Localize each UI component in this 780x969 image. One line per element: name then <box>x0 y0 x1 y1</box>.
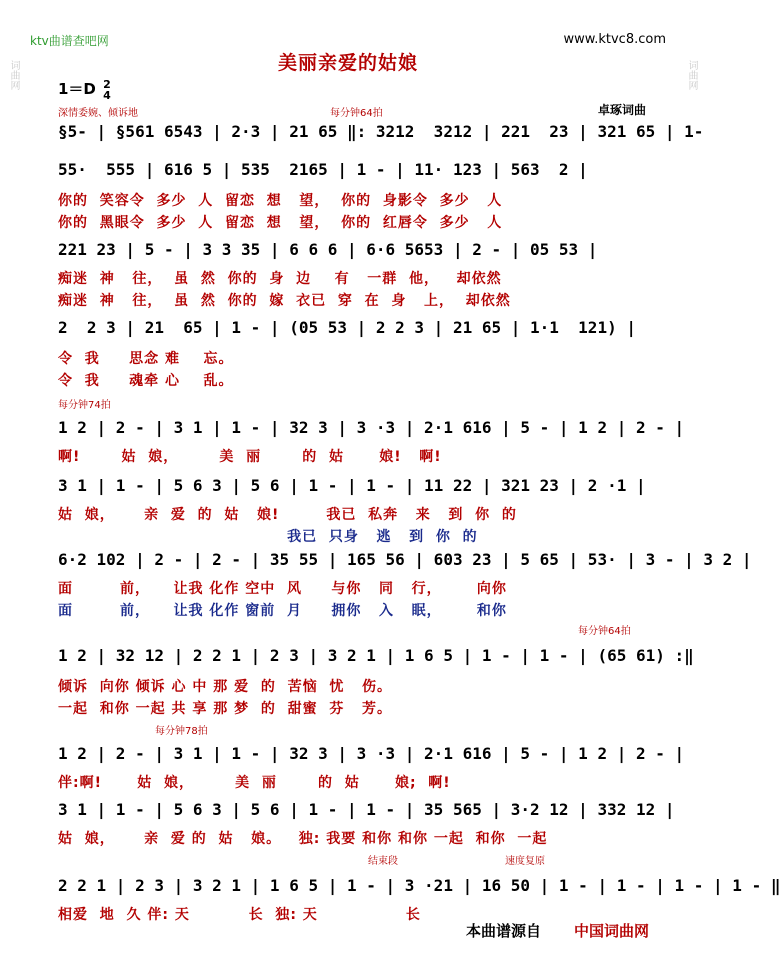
site-url-right[interactable]: www.ktvc8.com <box>563 32 666 47</box>
lyric-row-8b: 一起 和你 一起 共 享 那 梦 的 甜蜜 芬 芳。 <box>58 701 392 717</box>
lyric-row-9a: 伴:啊! 姑 娘， 美 丽 的 姑 娘; 啊! <box>58 775 451 791</box>
lyric-row-7a: 面 前， 让我 化作 空中 风 与你 同 行， 向你 <box>58 581 507 597</box>
key-label: 1＝D <box>58 80 96 98</box>
side-watermark-text: 词曲网 <box>686 60 697 90</box>
key-signature <box>58 78 111 101</box>
lyric-row-5a: 啊! 姑 娘， 美 丽 的 姑 娘! 啊! <box>58 449 442 465</box>
tempo-mark-4: 每分钟78拍 <box>155 726 208 737</box>
side-watermark-left <box>2 60 19 90</box>
notation-row-2: 55· 555 | 616 5 | 535 2165 | 1 - | 11· 123 | 563 2 | <box>58 160 588 179</box>
source-site-name[interactable]: 中国词曲网 <box>574 922 650 940</box>
side-watermark-right <box>680 60 697 90</box>
lyric-row-2a: 你的 笑容令 多少 人 留恋 想 望， 你的 身影令 多少 人 <box>58 193 503 209</box>
time-bottom: 4 <box>103 88 111 102</box>
section-mark-ending: 结束段 <box>368 856 398 867</box>
lyric-row-6b: 我已 只身 逃 到 你 的 <box>58 529 478 545</box>
notation-row-6: 3 1 | 1 - | 5 6 3 | 5 6 | 1 - | 1 - | 11 22 | 321 23 | 2 ·1 | <box>58 476 646 495</box>
notation-row-11: 2 2 1 | 2 3 | 3 2 1 | 1 6 5 | 1 - | 3 ·21 | 16 50 | 1 - | 1 - | 1 - | 1 - ‖ <box>58 876 780 895</box>
notation-row-3: 221 23 | 5 - | 3 3 35 | 6 6 6 | 6·6 5653 | 2 - | 05 53 | <box>58 240 598 259</box>
time-top: 2 <box>103 77 111 91</box>
expression-mark: 深情委婉、倾诉地 <box>58 108 138 119</box>
notation-row-8: 1 2 | 32 12 | 2 2 1 | 2 3 | 3 2 1 | 1 6 5 | 1 - | 1 - | (65 61) :‖ <box>58 646 694 665</box>
notation-row-9: 1 2 | 2 - | 3 1 | 1 - | 32 3 | 3 ·3 | 2·1 616 | 5 - | 1 2 | 2 - | <box>58 744 685 763</box>
lyric-row-10a: 姑 娘， 亲 爱 的 姑 娘。 独: 我要 和你 和你 一起 和你 一起 <box>58 831 548 847</box>
lyric-row-8a: 倾诉 向你 倾诉 心 中 那 爱 的 苦恼 忧 伤。 <box>58 679 392 695</box>
notation-row-7: 6·2 102 | 2 - | 2 - | 35 55 | 165 56 | 603 23 | 5 65 | 53· | 3 - | 3 2 | <box>58 550 752 569</box>
tempo-mark-3: 每分钟64拍 <box>578 626 631 637</box>
lyric-row-3b: 痴迷 神 往， 虽 然 你的 嫁 衣已 穿 在 身 上， 却依然 <box>58 293 511 309</box>
lyric-row-11a: 相爱 地 久 伴: 天 长 独: 天 长 <box>58 907 421 923</box>
notation-row-5: 1 2 | 2 - | 3 1 | 1 - | 32 3 | 3 ·3 | 2·1 616 | 5 - | 1 2 | 2 - | <box>58 418 685 437</box>
lyric-row-3a: 痴迷 神 往， 虽 然 你的 身 边 有 一群 他， 却依然 <box>58 271 502 287</box>
lyric-row-4a: 令 我 思念 难 忘。 <box>58 351 234 367</box>
site-name-left[interactable]: ktv曲谱查吧网 <box>30 34 109 48</box>
tempo-mark-1: 每分钟64拍 <box>330 108 383 119</box>
composer-credit: 卓琢词曲 <box>598 103 647 117</box>
lyric-row-4b: 令 我 魂牵 心 乱。 <box>58 373 234 389</box>
time-signature <box>103 79 111 101</box>
notation-row-1: §5- | §561 6543 | 2·3 | 21 65 ‖: 3212 3212 | 221 23 | 321 65 | 1- <box>58 122 704 141</box>
lyric-row-6a: 姑 娘， 亲 爱 的 姑 娘! 我已 私奔 来 到 你 的 <box>58 507 517 523</box>
tempo-mark-2: 每分钟74拍 <box>58 400 111 411</box>
notation-row-4: 2 2 3 | 21 65 | 1 - | (05 53 | 2 2 3 | 21 65 | 1·1 121) | <box>58 318 636 337</box>
lyric-row-7b: 面 前， 让我 化作 窗前 月 拥你 入 眠， 和你 <box>58 603 507 619</box>
side-watermark-text: 词曲网 <box>8 60 19 90</box>
section-mark-tempo-restore: 速度复原 <box>505 856 545 867</box>
notation-row-10: 3 1 | 1 - | 5 6 3 | 5 6 | 1 - | 1 - | 35 565 | 3·2 12 | 332 12 | <box>58 800 675 819</box>
song-title: 美丽亲爱的姑娘 <box>277 52 418 74</box>
source-label: 本曲谱源自 <box>466 922 542 940</box>
lyric-row-2b: 你的 黑眼令 多少 人 留恋 想 望， 你的 红唇令 多少 人 <box>58 215 503 231</box>
